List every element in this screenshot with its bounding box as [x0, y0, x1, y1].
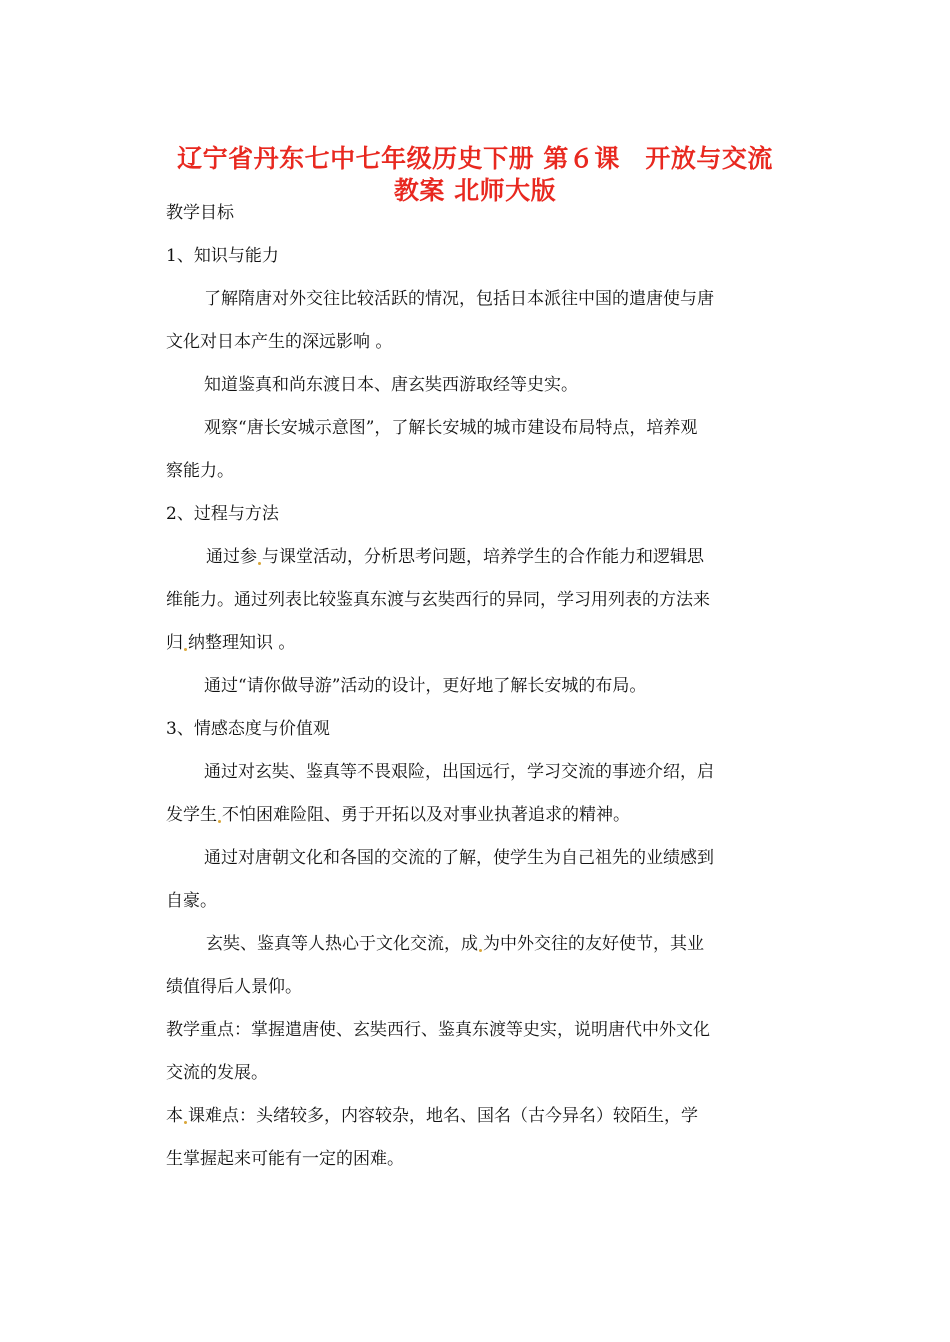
knowledge-para3-line1: 观察“唐长安城示意图”，了解长安城的城市建设布局特点，培养观	[204, 418, 698, 438]
text-segment: 与课堂活动，分析思考问题，培养学生的合作能力和逻辑思	[262, 547, 704, 567]
process-para2: 通过“请你做导游”活动的设计，更好地了解长安城的布局。	[204, 676, 647, 696]
knowledge-heading: 1、知识与能力	[166, 246, 279, 266]
section-goals-heading: 教学目标	[166, 203, 234, 223]
attitude-para2-line2: 自豪。	[166, 891, 217, 911]
difficulty-line2: 生掌握起来可能有一定的困难。	[166, 1149, 404, 1169]
knowledge-para3-line2: 察能力。	[166, 461, 234, 481]
process-para1-line3	[166, 633, 295, 653]
text-segment: 发学生	[166, 805, 217, 825]
artifact-dot	[184, 648, 187, 651]
knowledge-para1-line2: 文化对日本产生的深远影响 。	[166, 332, 393, 352]
process-para1-line2: 维能力。通过列表比较鉴真东渡与玄奘西行的异同，学习用列表的方法来	[166, 590, 710, 610]
document-title-line2: 教案 北师大版	[393, 176, 557, 205]
text-segment: 课难点：头绪较多，内容较杂，地名、国名（古今异名）较陌生，学	[188, 1106, 698, 1126]
knowledge-para2: 知道鉴真和尚东渡日本、唐玄奘西游取经等史实。	[204, 375, 578, 395]
attitude-para3-line1	[206, 934, 704, 954]
attitude-para1-line1: 通过对玄奘、鉴真等不畏艰险，出国远行，学习交流的事迹介绍，启	[204, 762, 714, 782]
artifact-dot	[258, 562, 261, 565]
key-points-line2: 交流的发展。	[166, 1063, 268, 1083]
text-segment: 本	[166, 1106, 183, 1126]
process-para1-line1	[206, 547, 704, 567]
document-title-line1: 辽宁省丹东七中七年级历史下册 第６课 开放与交流	[177, 144, 773, 173]
artifact-dot	[479, 949, 482, 952]
key-points-line1: 教学重点：掌握遣唐使、玄奘西行、鉴真东渡等史实，说明唐代中外文化	[166, 1020, 710, 1040]
text-segment: 玄奘、鉴真等人热心于文化交流，成	[206, 934, 478, 954]
attitude-para1-line2	[166, 805, 630, 825]
process-heading: 2、过程与方法	[166, 504, 279, 524]
text-segment: 不怕困难险阻、勇于开拓以及对事业执著追求的精神。	[222, 805, 630, 825]
attitude-para2-line1: 通过对唐朝文化和各国的交流的了解，使学生为自己祖先的业绩感到	[204, 848, 714, 868]
text-segment: 为中外交往的友好使节，其业	[483, 934, 704, 954]
artifact-dot	[218, 820, 221, 823]
knowledge-para1-line1: 了解隋唐对外交往比较活跃的情况，包括日本派往中国的遣唐使与唐	[204, 289, 714, 309]
attitude-para3-line2: 绩值得后人景仰。	[166, 977, 302, 997]
artifact-dot	[184, 1121, 187, 1124]
attitude-heading: 3、情感态度与价值观	[166, 719, 330, 739]
text-segment: 通过参	[206, 547, 257, 567]
difficulty-line1	[166, 1106, 698, 1126]
text-segment: 归	[166, 633, 183, 653]
text-segment: 纳整理知识 。	[188, 633, 296, 653]
